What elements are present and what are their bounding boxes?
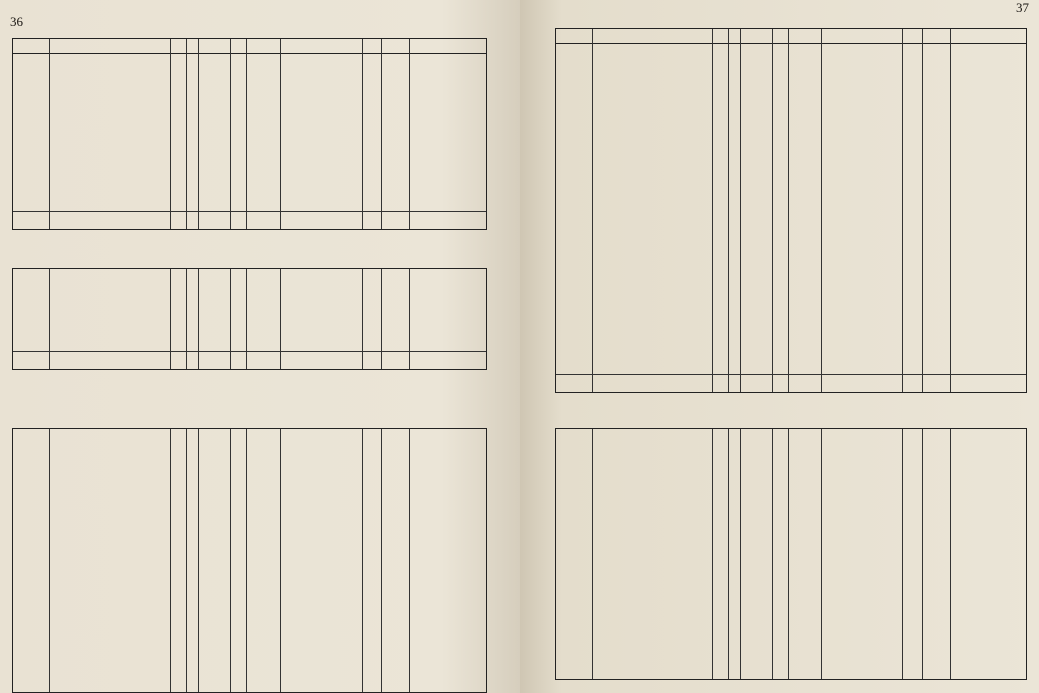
header-cell — [902, 29, 922, 43]
column-rule — [49, 269, 50, 369]
column-rule — [362, 39, 363, 229]
column-rule — [170, 429, 171, 692]
column-rule — [922, 429, 923, 679]
right-page — [520, 0, 1039, 693]
column-rule — [362, 429, 363, 692]
column-rule — [950, 429, 951, 679]
header-cell — [198, 39, 230, 53]
column-rule — [772, 429, 773, 679]
column-rule — [198, 429, 199, 692]
column-rule — [170, 269, 171, 369]
column-rule — [712, 429, 713, 679]
column-rule — [246, 39, 247, 229]
column-rule — [728, 429, 729, 679]
header-cell — [230, 39, 246, 53]
header-cell — [381, 39, 409, 53]
column-rule — [728, 29, 729, 392]
page-number: 37 — [1016, 0, 1029, 15]
header-cell — [740, 29, 772, 43]
header-cell — [728, 29, 740, 43]
column-rule — [381, 269, 382, 369]
column-rule — [280, 269, 281, 369]
header-cell — [409, 39, 431, 53]
timetable-16 — [12, 428, 487, 693]
column-rule — [922, 29, 923, 392]
header-cell — [712, 29, 728, 43]
column-rule — [772, 29, 773, 392]
column-rule — [280, 429, 281, 692]
header-cell — [788, 29, 821, 43]
column-rule — [381, 39, 382, 229]
page-number: 36 — [10, 14, 23, 29]
header-cell — [922, 29, 950, 43]
column-rule — [246, 269, 247, 369]
column-rule — [381, 429, 382, 692]
column-rule — [409, 39, 410, 229]
column-rule — [170, 39, 171, 229]
table-header — [13, 39, 486, 54]
column-rule — [186, 429, 187, 692]
column-rule — [198, 269, 199, 369]
column-rule — [186, 39, 187, 229]
column-rule — [230, 269, 231, 369]
timetable-17 — [555, 428, 1027, 680]
header-cell — [49, 39, 170, 53]
column-rule — [280, 39, 281, 229]
column-rule — [198, 39, 199, 229]
footer-rule — [13, 351, 486, 352]
header-cell — [950, 29, 972, 43]
column-rule — [821, 29, 822, 392]
column-rule — [788, 429, 789, 679]
table-header — [556, 29, 1026, 44]
column-rule — [740, 29, 741, 392]
column-rule — [592, 29, 593, 392]
header-cell — [246, 39, 280, 53]
column-rule — [49, 429, 50, 692]
header-cell — [170, 39, 186, 53]
footer-rule — [556, 374, 1026, 375]
timetable-15a-continued — [555, 28, 1027, 393]
timetable-15-continued — [12, 38, 487, 230]
timetable-15a — [12, 268, 487, 370]
header-cell — [13, 39, 49, 53]
header-cell — [821, 29, 902, 43]
header-cell — [772, 29, 788, 43]
footer-rule — [13, 211, 486, 212]
column-rule — [902, 429, 903, 679]
column-rule — [950, 29, 951, 392]
column-rule — [246, 429, 247, 692]
column-rule — [409, 269, 410, 369]
header-cell — [362, 39, 381, 53]
column-rule — [740, 429, 741, 679]
column-rule — [362, 269, 363, 369]
header-cell — [556, 29, 592, 43]
column-rule — [186, 269, 187, 369]
column-rule — [592, 429, 593, 679]
header-cell — [592, 29, 712, 43]
column-rule — [230, 39, 231, 229]
column-rule — [712, 29, 713, 392]
column-rule — [788, 29, 789, 392]
column-rule — [821, 429, 822, 679]
column-rule — [49, 39, 50, 229]
header-cell — [186, 39, 198, 53]
column-rule — [902, 29, 903, 392]
column-rule — [409, 429, 410, 692]
column-rule — [230, 429, 231, 692]
header-cell — [280, 39, 362, 53]
